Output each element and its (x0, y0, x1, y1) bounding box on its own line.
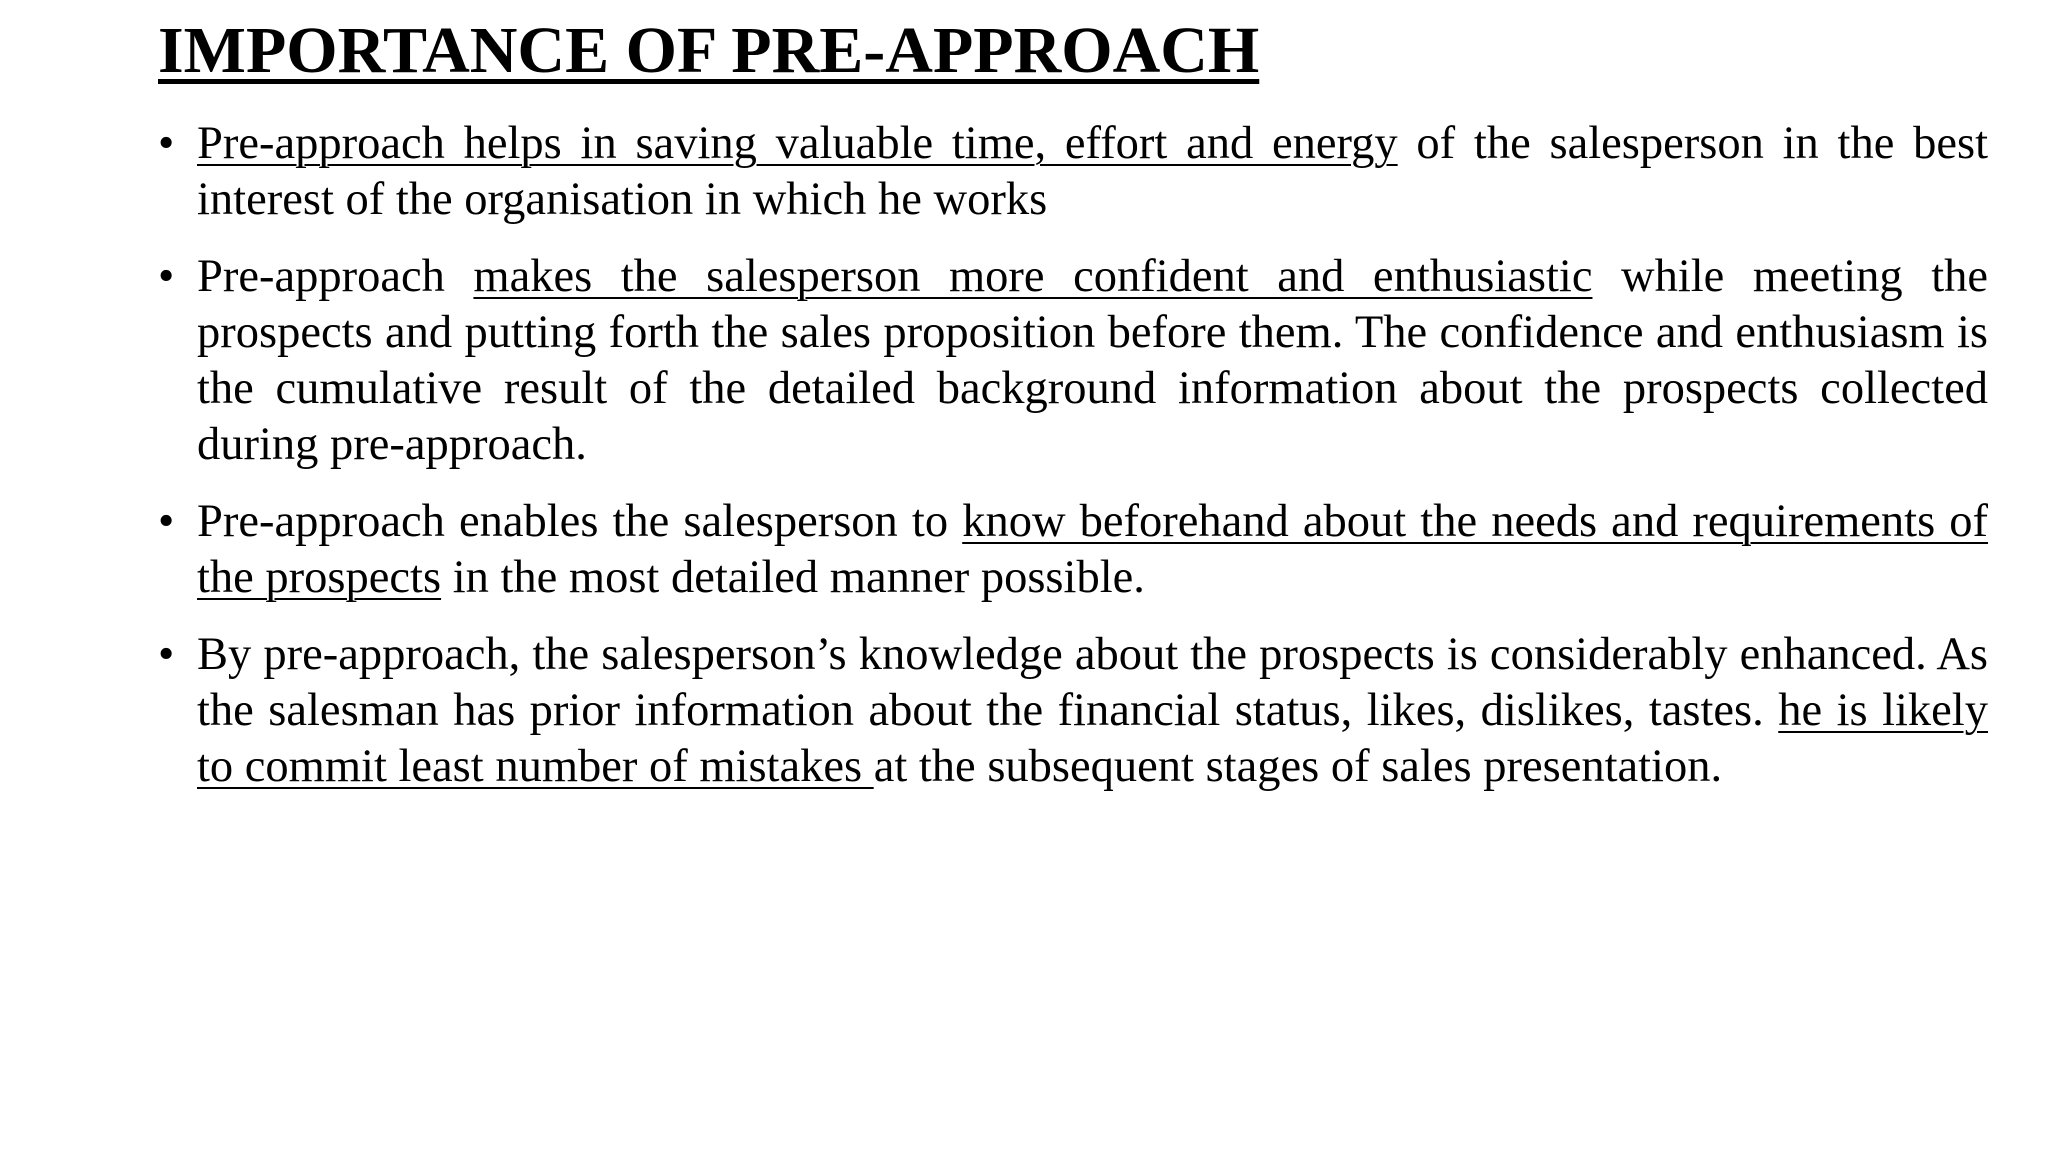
bullet-text: Pre-approach enables the salesperson to (197, 496, 963, 547)
bullet-item-needs (158, 494, 1988, 606)
bullet-text: in the most detailed manner possible. (441, 552, 1145, 603)
bullet-text: while meeting the prospects and putting forth the sales proposition before them. The confidence and enthusiasm is the cumulative result of the detailed background information about the prospects collected during pre-approach. (197, 251, 1989, 470)
bullet-icon: • (158, 118, 175, 169)
bullet-text: By pre-approach, the salesperson’s knowledge about the prospects is considerably enhanced. As the salesman has prior information about the financial status, likes, dislikes, tastes. (197, 629, 1988, 736)
bullet-text: at the subsequent stages of sales presentation. (873, 741, 1723, 792)
slide-title: IMPORTANCE OF PRE-APPROACH (158, 14, 1260, 87)
bullet-underlined-text: makes the salesperson more confident and enthusiastic (473, 251, 1593, 302)
bullet-item-knowledge (158, 627, 1988, 795)
bullet-icon: • (158, 496, 175, 547)
bullet-item-time-saving (158, 116, 1988, 228)
bullet-underlined-text: he is likely to commit least number of mistakes (197, 685, 1988, 792)
bullet-text: of the salesperson in the best interest of the organisation in which he works (197, 118, 1988, 225)
bullet-list (158, 116, 1988, 816)
bullet-icon: • (158, 251, 175, 302)
bullet-item-confidence (158, 249, 1988, 473)
bullet-text: Pre-approach (197, 251, 474, 302)
bullet-underlined-text: Pre-approach helps in saving valuable time, effort and energy (197, 118, 1398, 169)
bullet-icon: • (158, 629, 175, 680)
bullet-underlined-text: know beforehand about the needs and requirements of the prospects (197, 496, 1989, 603)
